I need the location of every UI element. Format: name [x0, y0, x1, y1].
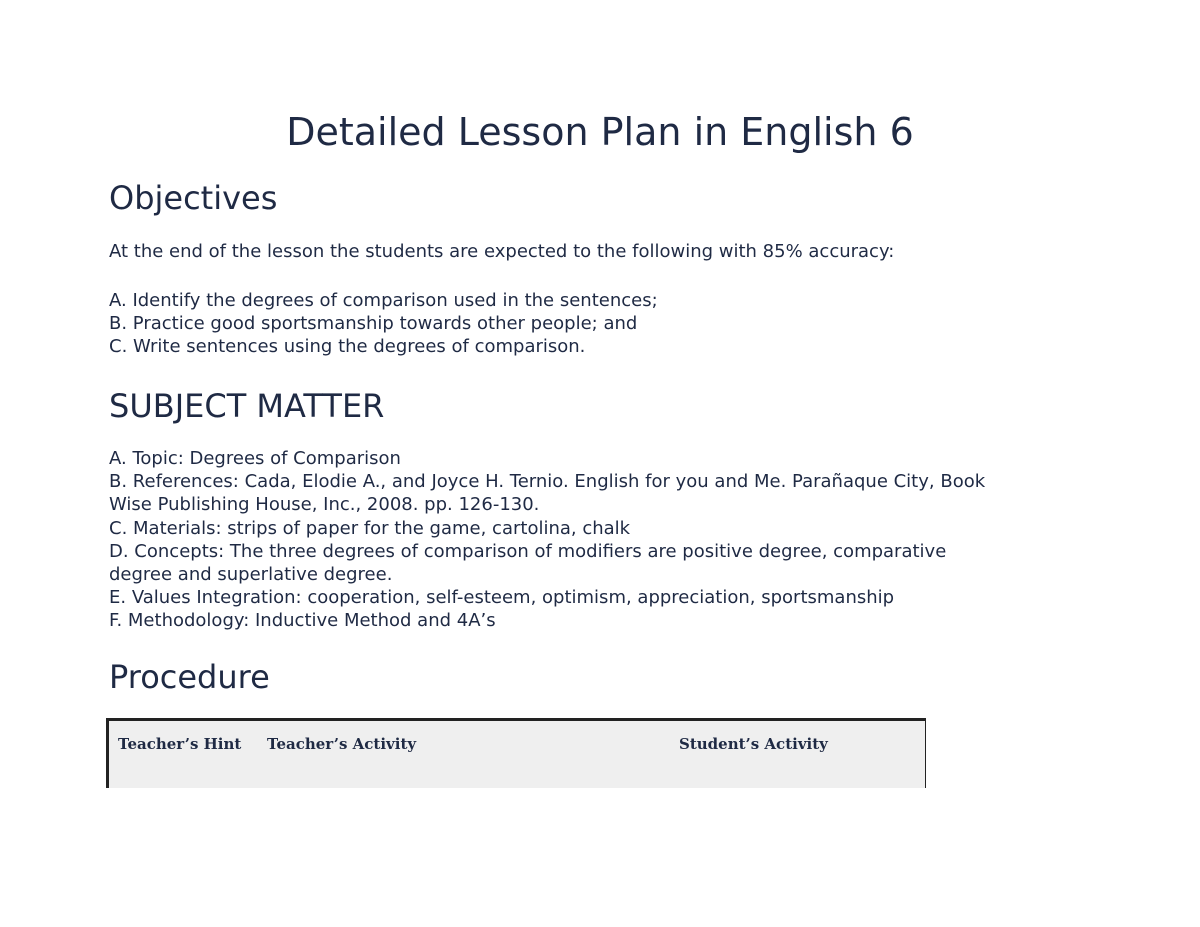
- table-header-teachers-hint: Teacher’s Hint: [118, 735, 242, 753]
- objectives-heading: Objectives: [109, 179, 278, 217]
- objectives-intro: At the end of the lesson the students are expected to the following with 85% accuracy:: [109, 241, 895, 262]
- subject-matter-line: B. References: Cada, Elodie A., and Joyce H. Ternio. English for you and Me. Parañaque City, Book: [109, 471, 986, 493]
- objective-item: B. Practice good sportsmanship towards other people; and: [109, 313, 638, 335]
- table-header-students-activity: Student’s Activity: [679, 735, 828, 753]
- document-title: Detailed Lesson Plan in English 6: [286, 110, 914, 154]
- subject-matter-line: Wise Publishing House, Inc., 2008. pp. 126-130.: [109, 494, 540, 516]
- procedure-table: [106, 718, 926, 788]
- table-header-teachers-activity: Teacher’s Activity: [267, 735, 417, 753]
- subject-matter-line: C. Materials: strips of paper for the game, cartolina, chalk: [109, 517, 631, 539]
- procedure-heading: Procedure: [109, 658, 270, 696]
- subject-matter-list: [109, 447, 1089, 633]
- subject-matter-line: A. Topic: Degrees of Comparison: [109, 448, 401, 469]
- subject-matter-line: E. Values Integration: cooperation, self-esteem, optimism, appreciation, sportsmanship: [109, 587, 895, 609]
- subject-matter-line: D. Concepts: The three degrees of comparison of modifiers are positive degree, comparative: [109, 540, 947, 562]
- subject-matter-heading: SUBJECT MATTER: [109, 387, 385, 425]
- subject-matter-line: F. Methodology: Inductive Method and 4A’s: [109, 610, 496, 632]
- subject-matter-line: degree and superlative degree.: [109, 564, 393, 586]
- objectives-list: [109, 289, 1089, 359]
- objective-item: C. Write sentences using the degrees of comparison.: [109, 336, 586, 358]
- objective-item: A. Identify the degrees of comparison used in the sentences;: [109, 290, 658, 311]
